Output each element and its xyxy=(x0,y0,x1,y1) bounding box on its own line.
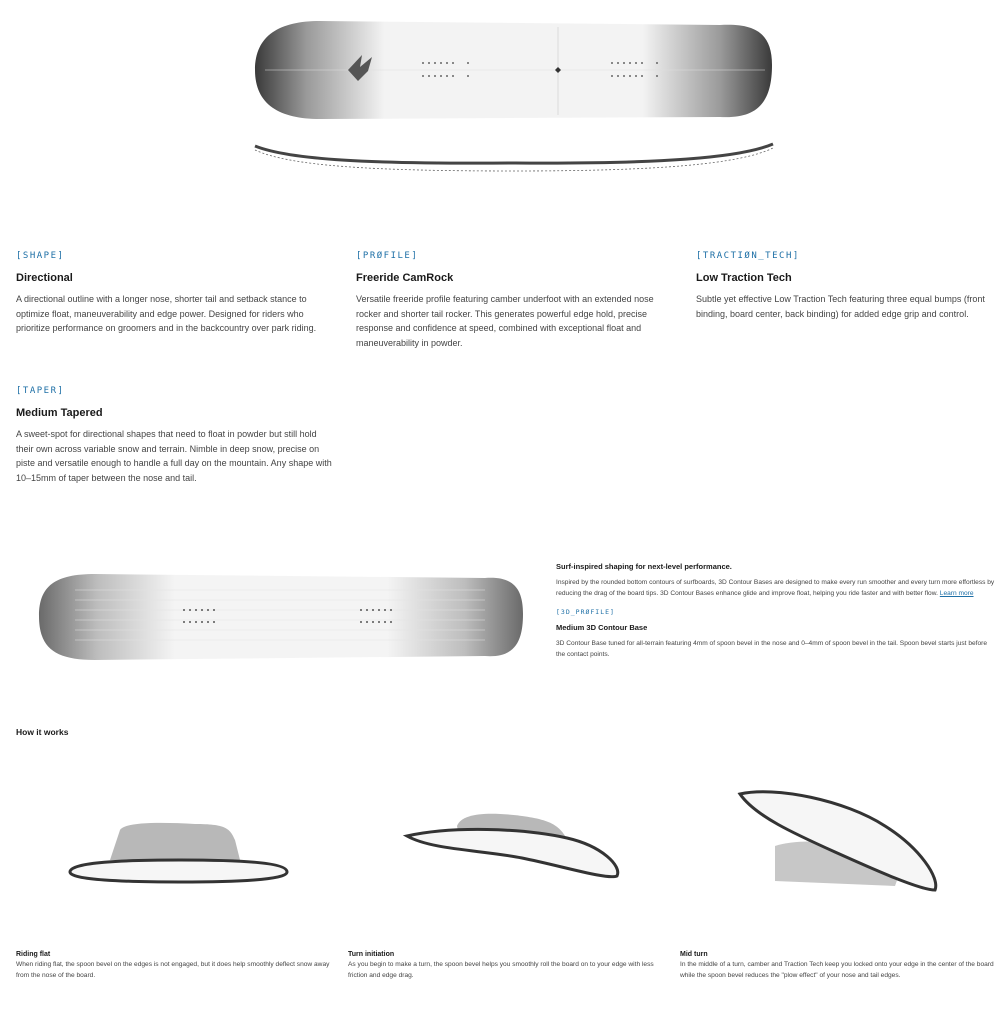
riding-flat-image xyxy=(65,820,295,890)
feature-title: Directional xyxy=(16,272,73,284)
feature-text: A directional outline with a longer nose, shorter tail and setback stance to optimize float, maneuverability and edge power. Designed for riders who prioritize performance on groomers and in the backcountry over park riding. xyxy=(16,294,317,333)
contour-tag: [3D_PRØFILE] xyxy=(556,608,615,616)
feature-traction-tech xyxy=(696,251,996,321)
feature-shape xyxy=(16,251,336,336)
mid-turn-image xyxy=(735,786,945,896)
contour-desc: 3D Contour Base tuned for all-terrain featuring 4mm of spoon bevel in the nose and 0–4mm of spoon bevel in the tail. Spoon bevel starts just before the contact points. xyxy=(556,640,988,658)
feature-text: Versatile freeride profile featuring camber underfoot with an extended nose rocker and shorter tail rocker. This generates powerful edge hold, precise response and confidence at speed, combined with exceptional float and maneuverability in powder. xyxy=(356,294,654,348)
board-profile-image xyxy=(250,138,780,178)
step-text: In the middle of a turn, camber and Traction Tech keep you locked onto your edge in the center of the board while the spoon bevel reduces the "plow effect" of your nose and tail edges. xyxy=(680,961,994,979)
contour-body: Inspired by the rounded bottom contours of surfboards, 3D Contour Bases are designed to make every run smoother and every turn more effortless by reducing the drag of the board tips. 3D Contour Bases enhance glide and improve float, helping you ride faster and with better flow. xyxy=(556,579,995,597)
feature-text: Subtle yet effective Low Traction Tech featuring three equal bumps (front binding, board center, back binding) for added edge grip and control. xyxy=(696,294,985,319)
step-mid-turn xyxy=(680,951,996,981)
feature-tag: [TRACTIØN_TECH] xyxy=(696,251,800,261)
feature-taper xyxy=(16,386,336,485)
feature-title: Low Traction Tech xyxy=(696,272,792,284)
turn-initiation-image xyxy=(402,806,627,886)
contour-text xyxy=(556,578,996,599)
board-top-image xyxy=(250,15,780,125)
step-title: Riding flat xyxy=(16,951,51,958)
step-title: Turn initiation xyxy=(348,951,395,958)
learn-more-link[interactable]: Learn more xyxy=(939,589,974,597)
feature-tag: [TAPER] xyxy=(16,386,65,396)
step-riding-flat xyxy=(16,951,334,981)
feature-text: A sweet-spot for directional shapes that need to float in powder but still hold their own across variable snow and terrain. Nimble in deep snow, precise on piste and versatile enough to handle a full day on the mountain. Any shape with 10–15mm of taper between the nose and tail. xyxy=(16,429,332,483)
step-text: When riding flat, the spoon bevel on the edges is not engaged, but it does help smoothly deflect snow away from the nose of the board. xyxy=(16,961,330,979)
feature-profile xyxy=(356,251,676,350)
step-text: As you begin to make a turn, the spoon bevel helps you smoothly roll the board on to your edge with less friction and edge drag. xyxy=(348,961,654,979)
feature-title: Medium Tapered xyxy=(16,407,103,419)
how-heading: How it works xyxy=(16,727,69,737)
step-title: Mid turn xyxy=(680,951,708,958)
feature-tag: [SHAPE] xyxy=(16,251,65,261)
contour-heading: Surf-inspired shaping for next-level performance. xyxy=(556,562,732,571)
board-base-image xyxy=(35,570,527,662)
step-turn-initiation xyxy=(348,951,666,981)
contour-section xyxy=(556,562,996,660)
contour-title: Medium 3D Contour Base xyxy=(556,623,648,632)
feature-tag: [PRØFILE] xyxy=(356,251,419,261)
feature-title: Freeride CamRock xyxy=(356,272,454,284)
